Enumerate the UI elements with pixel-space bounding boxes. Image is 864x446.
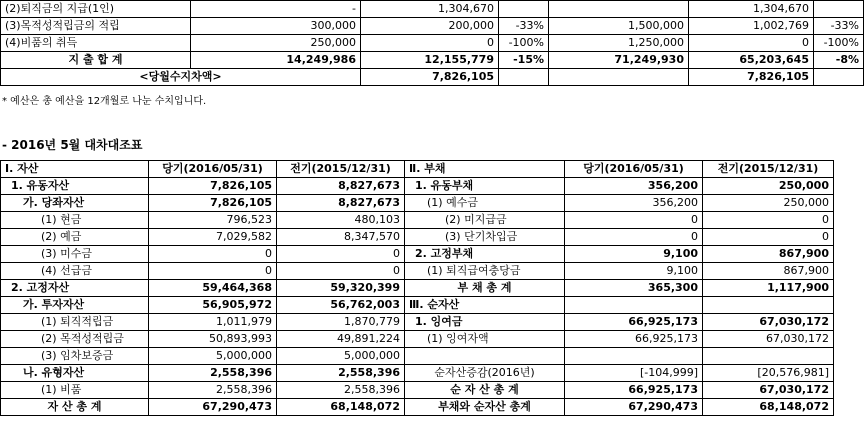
liability-label: (1) 예수금 [405, 195, 565, 212]
bs-row [1, 314, 834, 331]
cell: -8% [814, 52, 864, 69]
bs-row [1, 263, 834, 280]
liability-previous: 0 [703, 229, 834, 246]
asset-current: 5,000,000 [149, 348, 277, 365]
cell: 1,002,769 [689, 18, 814, 35]
liability-previous: 67,030,172 [703, 382, 834, 399]
asset-current: 67,290,473 [149, 399, 277, 416]
asset-previous: 8,827,673 [277, 178, 405, 195]
asset-previous: 5,000,000 [277, 348, 405, 365]
liability-current: 356,200 [565, 195, 703, 212]
asset-current: 796,523 [149, 212, 277, 229]
asset-label: (4) 선급금 [1, 263, 149, 280]
total-label: 지 출 합 계 [1, 52, 191, 69]
liability-current: 66,925,173 [565, 382, 703, 399]
bs-row [1, 297, 834, 314]
current-header: 당기(2016/05/31) [565, 161, 703, 178]
asset-current: 0 [149, 263, 277, 280]
asset-previous: 68,148,072 [277, 399, 405, 416]
asset-current: 2,558,396 [149, 365, 277, 382]
liability-previous: 250,000 [703, 178, 834, 195]
liability-label [405, 348, 565, 365]
asset-previous: 2,558,396 [277, 382, 405, 399]
row-label: (2)퇴직금의 지급(1인) [1, 1, 191, 18]
asset-current: 0 [149, 246, 277, 263]
asset-current: 7,029,582 [149, 229, 277, 246]
row-label: (4)비품의 취득 [1, 35, 191, 52]
total-row [1, 52, 864, 69]
liability-previous: [20,576,981] [703, 365, 834, 382]
liability-current: 9,100 [565, 263, 703, 280]
cell: 65,203,645 [689, 52, 814, 69]
cell: 0 [361, 35, 499, 52]
asset-label: 가. 투자자산 [1, 297, 149, 314]
liability-current: 67,290,473 [565, 399, 703, 416]
cell: 71,249,930 [549, 52, 689, 69]
liability-label: 순자산증감(2016년) [405, 365, 565, 382]
budget-table [0, 0, 864, 86]
cell: -33% [499, 18, 549, 35]
bs-row [1, 246, 834, 263]
asset-label: 가. 당좌자산 [1, 195, 149, 212]
liabilities-header: Ⅱ. 부채 [405, 161, 565, 178]
liability-previous: 1,117,900 [703, 280, 834, 297]
asset-previous: 8,827,673 [277, 195, 405, 212]
asset-label: 나. 유형자산 [1, 365, 149, 382]
budget-note: * 예산은 총 예산을 12개월로 나눈 수치입니다. [2, 96, 207, 107]
cell: -100% [814, 35, 864, 52]
liability-label: (1) 잉여자액 [405, 331, 565, 348]
bs-row [1, 331, 834, 348]
cell: -100% [499, 35, 549, 52]
bs-row [1, 178, 834, 195]
liability-current: 365,300 [565, 280, 703, 297]
liability-label: 부 채 총 계 [405, 280, 565, 297]
asset-label: (1) 비품 [1, 382, 149, 399]
liability-current: 66,925,173 [565, 331, 703, 348]
asset-current: 1,011,979 [149, 314, 277, 331]
liability-previous [703, 348, 834, 365]
liability-current: 66,925,173 [565, 314, 703, 331]
liability-previous: 867,900 [703, 246, 834, 263]
budget-row [1, 35, 864, 52]
cell: 12,155,779 [361, 52, 499, 69]
asset-label: (2) 예금 [1, 229, 149, 246]
cell: 14,249,986 [191, 52, 361, 69]
cell [549, 1, 689, 18]
bs-row [1, 399, 834, 416]
previous-header: 전기(2015/12/31) [703, 161, 834, 178]
budget-row [1, 1, 864, 18]
liability-current: 0 [565, 229, 703, 246]
liability-label: (1) 퇴직급여충당금 [405, 263, 565, 280]
asset-label: (1) 현금 [1, 212, 149, 229]
liability-previous [703, 297, 834, 314]
cell: 1,250,000 [549, 35, 689, 52]
asset-current: 50,893,993 [149, 331, 277, 348]
cell: 1,304,670 [689, 1, 814, 18]
asset-label: 1. 유동자산 [1, 178, 149, 195]
balance-sheet-table [0, 160, 834, 416]
liability-label: (3) 단기차입금 [405, 229, 565, 246]
asset-previous: 0 [277, 246, 405, 263]
cell: 200,000 [361, 18, 499, 35]
liability-previous: 67,030,172 [703, 314, 834, 331]
cell: 300,000 [191, 18, 361, 35]
row-label: (3)목적성적립금의 적립 [1, 18, 191, 35]
liability-label: 1. 유동부채 [405, 178, 565, 195]
balance-label: <당월수지차액> [1, 69, 361, 86]
balance-row [1, 69, 864, 86]
asset-previous: 49,891,224 [277, 331, 405, 348]
asset-current: 59,464,368 [149, 280, 277, 297]
asset-previous: 1,870,779 [277, 314, 405, 331]
liability-previous: 867,900 [703, 263, 834, 280]
liability-label: 2. 고정부채 [405, 246, 565, 263]
cell [499, 69, 549, 86]
bs-row [1, 280, 834, 297]
liability-label: 1. 잉여금 [405, 314, 565, 331]
liability-current: 0 [565, 212, 703, 229]
asset-previous: 59,320,399 [277, 280, 405, 297]
bs-row [1, 229, 834, 246]
liability-previous: 0 [703, 212, 834, 229]
asset-previous: 480,103 [277, 212, 405, 229]
bs-row [1, 212, 834, 229]
bs-row [1, 348, 834, 365]
cell [499, 1, 549, 18]
liability-label: (2) 미지급금 [405, 212, 565, 229]
asset-label: (2) 목적성적립금 [1, 331, 149, 348]
asset-previous: 56,762,003 [277, 297, 405, 314]
asset-previous: 0 [277, 263, 405, 280]
liability-label: 부채와 순자산 총계 [405, 399, 565, 416]
asset-label: 자 산 총 계 [1, 399, 149, 416]
cell: - [191, 1, 361, 18]
cell: 0 [689, 35, 814, 52]
asset-current: 7,826,105 [149, 178, 277, 195]
bs-body [1, 178, 834, 416]
bs-row [1, 382, 834, 399]
asset-label: (3) 미수금 [1, 246, 149, 263]
cell: 250,000 [191, 35, 361, 52]
liability-current: 356,200 [565, 178, 703, 195]
budget-row [1, 18, 864, 35]
liability-current: [-104,999] [565, 365, 703, 382]
asset-label: 2. 고정자산 [1, 280, 149, 297]
cell [814, 69, 864, 86]
asset-label: (3) 임차보증금 [1, 348, 149, 365]
liability-previous: 68,148,072 [703, 399, 834, 416]
section-title: - 2016년 5월 대차대조표 [2, 138, 143, 152]
asset-current: 7,826,105 [149, 195, 277, 212]
liability-previous: 67,030,172 [703, 331, 834, 348]
liability-label: Ⅲ. 순자산 [405, 297, 565, 314]
cell: 1,500,000 [549, 18, 689, 35]
asset-current: 2,558,396 [149, 382, 277, 399]
cell: 1,304,670 [361, 1, 499, 18]
liability-current: 9,100 [565, 246, 703, 263]
asset-current: 56,905,972 [149, 297, 277, 314]
asset-previous: 2,558,396 [277, 365, 405, 382]
cell: -15% [499, 52, 549, 69]
current-header: 당기(2016/05/31) [149, 161, 277, 178]
cell: 7,826,105 [689, 69, 814, 86]
liability-label: 순 자 산 총 계 [405, 382, 565, 399]
bs-row [1, 195, 834, 212]
bs-row [1, 365, 834, 382]
liability-previous: 250,000 [703, 195, 834, 212]
asset-label: (1) 퇴직적립금 [1, 314, 149, 331]
cell [549, 69, 689, 86]
liability-current [565, 348, 703, 365]
assets-header: Ⅰ. 자산 [1, 161, 149, 178]
bs-header-row [1, 161, 834, 178]
liability-current [565, 297, 703, 314]
cell [814, 1, 864, 18]
cell: 7,826,105 [361, 69, 499, 86]
cell: -33% [814, 18, 864, 35]
asset-previous: 8,347,570 [277, 229, 405, 246]
previous-header: 전기(2015/12/31) [277, 161, 405, 178]
